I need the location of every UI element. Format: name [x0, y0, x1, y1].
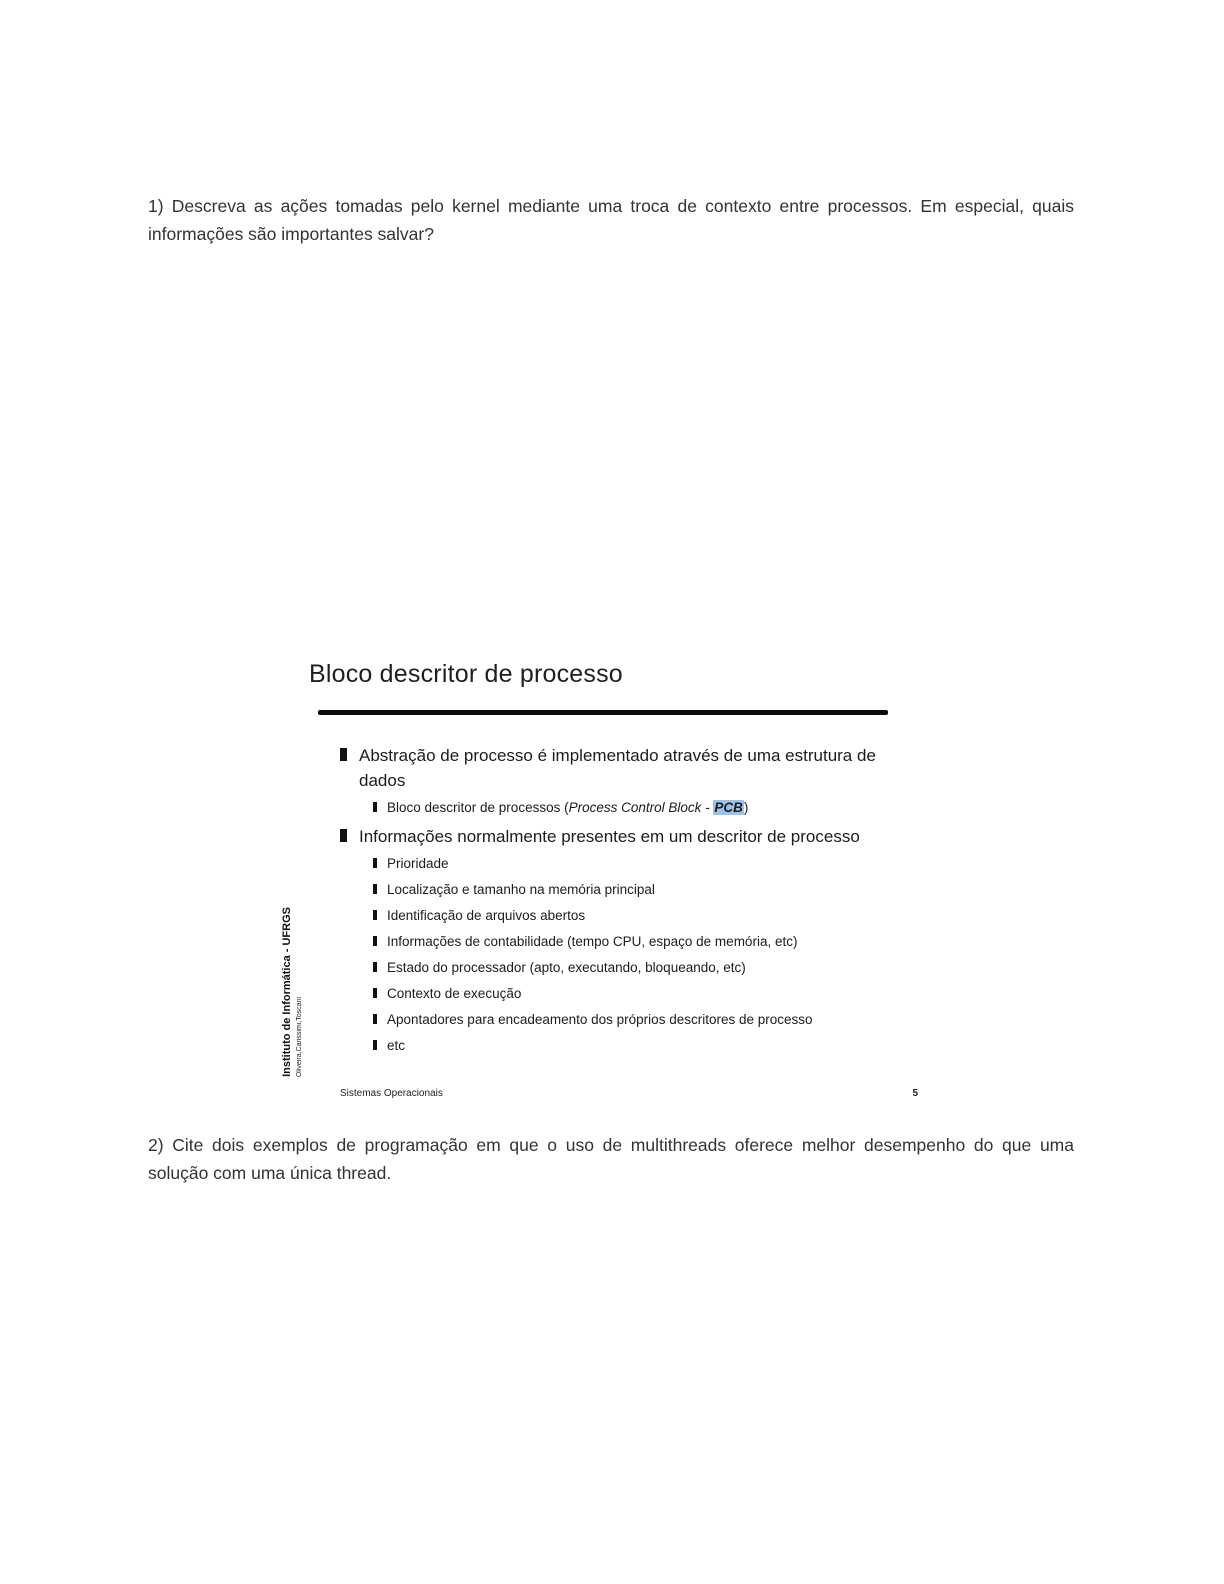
bullet-text: Informações normalmente presentes em um descritor de processo [359, 827, 860, 846]
bullet-item [373, 906, 918, 926]
bullet-item [373, 854, 918, 874]
question-1-text: 1) Descreva as ações tomadas pelo kernel mediante uma troca de contexto entre processos. Em especial, quais informações são importantes salvar? [148, 196, 1074, 244]
pcb-suffix: ) [743, 800, 749, 815]
institute-label: Instituto de Informática - UFRGS [281, 907, 293, 1077]
bullet-marker-icon [373, 988, 377, 998]
bullet-marker-icon [373, 858, 377, 868]
bullet-item [373, 1036, 918, 1056]
bullet-text: Estado do processador (apto, executando, bloqueando, etc) [387, 960, 746, 975]
bullet-marker-icon [373, 1040, 377, 1050]
bullet-text: Localização e tamanho na memória principal [387, 882, 655, 897]
title-divider [318, 710, 888, 715]
authors-label: Oliveira,Carissimi,Toscani [296, 996, 303, 1077]
question-2-text: 2) Cite dois exemplos de programação em que o uso de multithreads oferece melhor desempenho do que uma solução com uma única thread. [148, 1135, 1074, 1183]
bullet-text: Prioridade [387, 856, 449, 871]
slide-sidebar [281, 872, 303, 1077]
slide-title: Bloco descritor de processo [309, 660, 623, 688]
bullet-marker-icon [373, 962, 377, 972]
slide-footer [340, 1088, 918, 1099]
bullet-text: Apontadores para encadeamento dos próprios descritores de processo [387, 1012, 813, 1027]
bullet-text: etc [387, 1038, 406, 1053]
bullet-text: Contexto de execução [387, 986, 522, 1001]
bullet-marker-icon [373, 1014, 377, 1024]
footer-page-number: 5 [912, 1088, 918, 1099]
bullet-item [373, 984, 918, 1004]
bullet-marker-icon [373, 936, 377, 946]
pcb-line [387, 798, 748, 818]
bullet-marker-icon [373, 910, 377, 920]
slide-bullet-list [340, 743, 918, 1062]
bullet-item [373, 932, 918, 952]
pcb-highlighted-text: PCB [714, 800, 743, 815]
bullet-text: Abstração de processo é implementado através de uma estrutura de dados [359, 746, 876, 790]
bullet-item [340, 824, 918, 849]
bullet-item [373, 1010, 918, 1030]
bullet-item [373, 798, 918, 818]
bullet-text: Identificação de arquivos abertos [387, 908, 586, 923]
bullet-text: Informações de contabilidade (tempo CPU, espaço de memória, etc) [387, 934, 798, 949]
pcb-italic-text: Process Control Block - [568, 800, 714, 815]
bullet-marker-icon [340, 748, 347, 761]
footer-course-label: Sistemas Operacionais [340, 1088, 443, 1099]
embedded-slide [0, 640, 1224, 1110]
bullet-marker-icon [340, 829, 347, 842]
pcb-prefix: Bloco descritor de processos ( [387, 800, 569, 815]
bullet-marker-icon [373, 802, 377, 812]
bullet-marker-icon [373, 884, 377, 894]
bullet-item [340, 743, 918, 793]
bullet-item [373, 880, 918, 900]
bullet-item [373, 958, 918, 978]
